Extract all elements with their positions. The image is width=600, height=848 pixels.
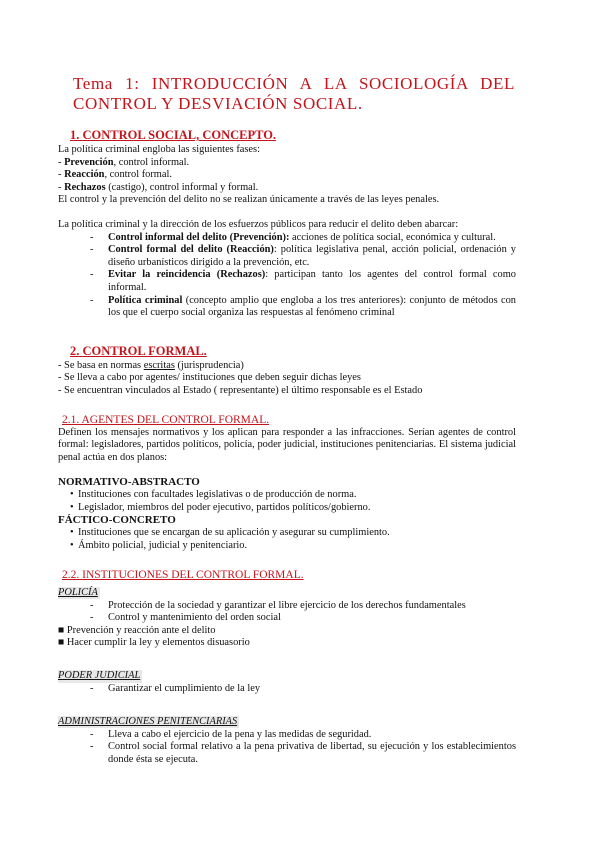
normativo-label: NORMATIVO-ABSTRACTO bbox=[58, 476, 200, 489]
sec1-phases bbox=[58, 157, 516, 195]
sec2-line: - Se encuentran vinculados al Estado ( representante) el último responsable es el Estado bbox=[58, 384, 423, 396]
factico-label: FÁCTICO-CONCRETO bbox=[58, 514, 176, 527]
sec1-intro: La política criminal engloba las siguientes fases: bbox=[58, 144, 260, 155]
list-item: - Evitar la reincidencia (Rechazos): participan tanto los agentes del control formal como informal. bbox=[90, 269, 516, 293]
list-item: - Lleva a cabo el ejercicio de la pena y las medidas de seguridad. bbox=[90, 728, 372, 740]
document-page bbox=[58, 74, 516, 766]
section-2-2-heading: 2.2. INSTITUCIONES DEL CONTROL FORMAL. bbox=[62, 568, 304, 581]
sec21-text: Definen los mensajes normativos y los aplican para responder a las infracciones. Serían agentes de control formal: legisladores, partidos políticos, policía, poder judicial, instituciones penitenciarias. El sistema judicial penal actúa en dos planos: bbox=[58, 426, 516, 463]
penitenciarias-list bbox=[58, 729, 516, 767]
sec1-intro2: La política criminal y la dirección de los esfuerzos públicos para reducir el delito deben abarcar: bbox=[58, 218, 459, 230]
list-item: - Garantizar el cumplimiento de la ley bbox=[90, 683, 261, 695]
sec1-note: El control y la prevención del delito no se realizan únicamente a través de las leyes penales. bbox=[58, 194, 440, 206]
list-item: - Control social formal relativo a la pena privativa de libertad, su ejecución y los establecimientos donde ésta se ejecuta. bbox=[90, 741, 516, 765]
judicial-label: PODER JUDICIAL bbox=[58, 670, 141, 682]
list-item: • Legislador, miembros del poder ejecutivo, partidos políticos/gobierno. bbox=[70, 501, 371, 513]
list-item: - Política criminal (concepto amplio que engloba a los tres anteriores): conjunto de métodos con los que el cuerpo social organiza las respuestas al fenómeno criminal bbox=[90, 294, 516, 319]
section-2-heading: 2. CONTROL FORMAL. bbox=[70, 343, 207, 358]
sec2-line: - Se basa en normas escritas (jurisprudencia) bbox=[58, 359, 244, 371]
list-item: • Instituciones con facultades legislativas o de producción de norma. bbox=[70, 489, 357, 501]
penitenciarias-label: ADMINISTRACIONES PENITENCIARIAS bbox=[58, 715, 238, 727]
policia-square-item: ■ Hacer cumplir la ley y elementos disuasorio bbox=[58, 637, 250, 649]
policia-list bbox=[58, 600, 516, 625]
normativo-list bbox=[58, 489, 516, 514]
factico-list bbox=[58, 527, 516, 552]
list-item: - Control formal del delito (Reacción): política legislativa penal, acción policial, ordenación y diseño urbanísticos dirigido a la prevención, etc. bbox=[90, 244, 516, 268]
judicial-list bbox=[58, 683, 516, 696]
policia-label: POLICÍA bbox=[58, 586, 98, 598]
list-item: - Control informal del delito (Prevención): acciones de política social, económica y cultural. bbox=[90, 231, 496, 243]
section-1-heading: 1. CONTROL SOCIAL, CONCEPTO. bbox=[70, 128, 277, 142]
list-item: - Control y mantenimiento del orden social bbox=[90, 612, 281, 624]
phase-item: - Rechazos (castigo), control informal y formal. bbox=[58, 181, 259, 193]
sec2-line: - Se lleva a cabo por agentes/ instituciones que deben seguir dichas leyes bbox=[58, 372, 361, 384]
policia-square-item: ■ Prevención y reacción ante el delito bbox=[58, 624, 216, 636]
section-2-1-heading: 2.1. AGENTES DEL CONTROL FORMAL. bbox=[62, 413, 270, 426]
list-item: • Instituciones que se encargan de su aplicación y asegurar su cumplimiento. bbox=[70, 527, 390, 539]
phase-item: - Reacción, control formal. bbox=[58, 169, 172, 181]
list-item: • Ámbito policial, judicial y penitenciario. bbox=[70, 540, 248, 552]
list-item: - Protección de la sociedad y garantizar el libre ejercicio de los derechos fundamentales bbox=[90, 599, 466, 611]
sec1-items-list bbox=[58, 232, 516, 320]
phase-item: - Prevención, control informal. bbox=[58, 156, 190, 168]
page-title: Tema 1: INTRODUCCIÓN A LA SOCIOLOGÍA DEL CONTROL Y DESVIACIÓN SOCIAL. bbox=[73, 74, 515, 113]
